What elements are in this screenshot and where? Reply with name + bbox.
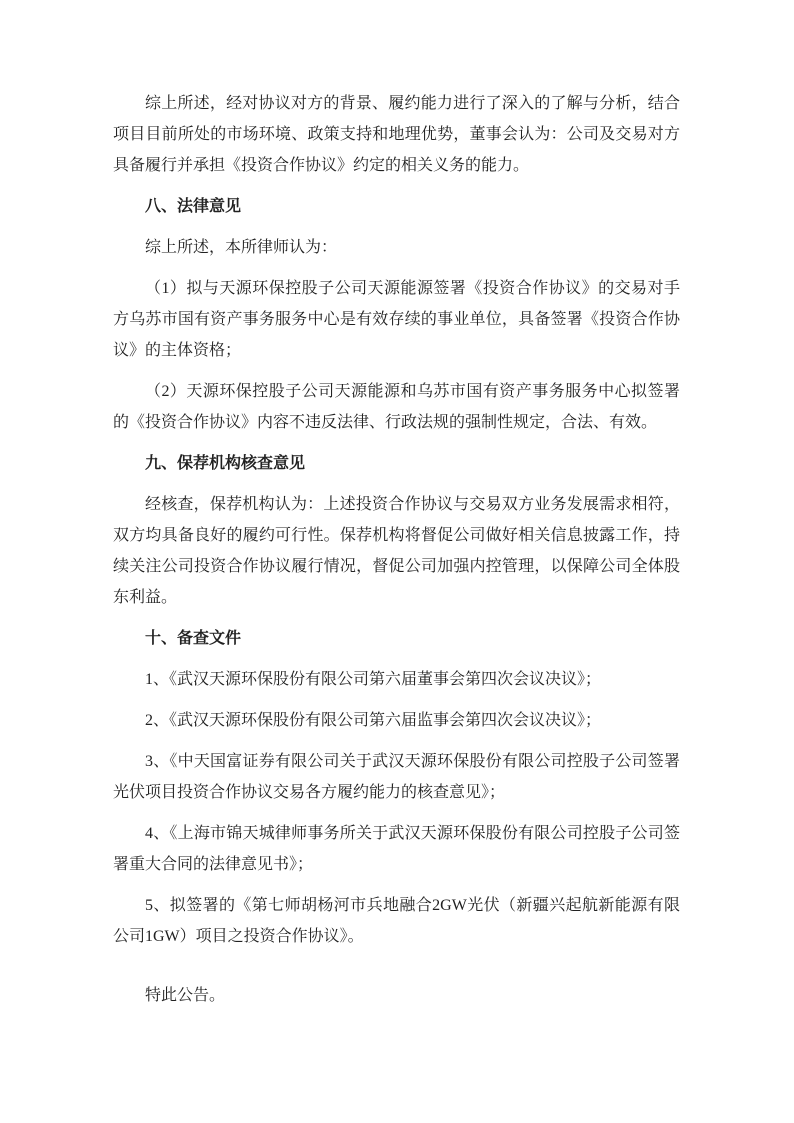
- reference-document-item-1: 1、《武汉天源环保股份有限公司第六届董事会第四次会议决议》；: [145, 671, 602, 688]
- section-heading-sponsor-verification: 九、保荐机构核查意见: [145, 455, 306, 472]
- reference-document-item-5: 5、拟签署的《第七师胡杨河市兵地融合2GW光伏（新疆兴起航新能源有限公司1GW）项目之投资合作协议》。: [113, 897, 680, 945]
- paragraph-lawyer-opinion-intro: 综上所述，本所律师认为：: [145, 239, 338, 256]
- section-heading-reference-documents: 十、备查文件: [145, 630, 242, 647]
- paragraph-legal-opinion-item-2: （2）天源环保控股子公司天源能源和乌苏市国有资产事务服务中心拟签署的《投资合作协议》内容不违反法律、行政法规的强制性规定，合法、有效。: [113, 383, 680, 431]
- paragraph-board-opinion-summary: 综上所述，经对协议对方的背景、履约能力进行了深入的了解与分析，结合项目目前所处的市场环境、政策支持和地理优势，董事会认为：公司及交易对方具备履行并承担《投资合作协议》约定的相关义务的能力。: [113, 95, 680, 174]
- section-heading-legal-opinion: 八、法律意见: [145, 198, 242, 215]
- closing-announcement-statement: 特此公告。: [145, 987, 226, 1004]
- reference-document-item-2: 2、《武汉天源环保股份有限公司第六届监事会第四次会议决议》；: [145, 712, 602, 729]
- paragraph-sponsor-opinion: 经核查，保荐机构认为：上述投资合作协议与交易双方业务发展需求相符，双方均具备良好的履约可行性。保荐机构将督促公司做好相关信息披露工作，持续关注公司投资合作协议履行情况，督促公司加强内控管理，以保障公司全体股东利益。: [113, 496, 680, 606]
- reference-document-item-3: 3、《中天国富证券有限公司关于武汉天源环保股份有限公司控股子公司签署光伏项目投资合作协议交易各方履约能力的核查意见》；: [113, 753, 680, 801]
- document-body: [113, 88, 680, 1021]
- reference-document-item-4: 4、《上海市锦天城律师事务所关于武汉天源环保股份有限公司控股子公司签署重大合同的法律意见书》；: [113, 825, 680, 873]
- paragraph-legal-opinion-item-1: （1）拟与天源环保控股子公司天源能源签署《投资合作协议》的交易对手方乌苏市国有资产事务服务中心是有效存续的事业单位，具备签署《投资合作协议》的主体资格；: [113, 280, 680, 359]
